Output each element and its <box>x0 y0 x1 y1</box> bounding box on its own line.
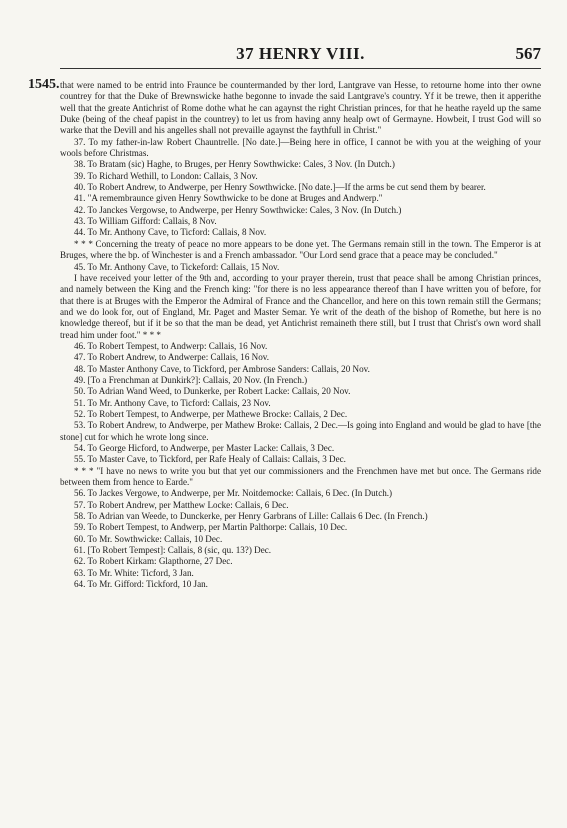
paragraph: 42. To Janckes Vergowse, to Andwerpe, per Henry Sowthwicke: Cales, 3 Nov. (In Dutch.) <box>74 204 402 215</box>
paragraph: 39. To Richard Wethill, to London: Callais, 3 Nov. <box>74 170 258 181</box>
paragraph: 50. To Adrian Wand Weed, to Dunkerke, per Robert Lacke: Callais, 20 Nov. <box>74 386 351 397</box>
paragraph: * * * Concerning the treaty of peace no more appears to be done yet. The Germans remain still in the town. The Emperor is at Bruges, where the bp. of Winchester is and a French ambassador. "Our Lord send grace that a peace may be concluded." <box>60 238 541 261</box>
paragraph: 64. To Mr. Gifford: Tickford, 10 Jan. <box>74 579 208 590</box>
paragraph: that were named to be entrid into Fraunce be countermanded by ther lord, Lantgrave van Hesse, to retourne home into ther owne countrey for that the Duke of Brewnswicke hathe begonne to invade the said Lantgrave's country. Yf it be trewe, then it apperithe well that the greate Antichrist of Rome dothe what he can agaynst the right Christian princes, for that he heathe rayeld up the same Duke (being of the cheaf papist in the countrey) to let us from having anny healp owt of Germayne. Howbeit, I trust God will so warke that the Devill and his angelles shall not prevaille agaynst the faythfull in Christ." <box>60 80 541 136</box>
paragraph: * * * "I have no news to write you but that yet our commissioners and the Frenchmen have met but once. The Germans ride between them from hence to Earde." <box>60 465 541 488</box>
page-number: 567 <box>515 44 541 63</box>
paragraph: 48. To Master Anthony Cave, to Tickford, per Ambrose Sanders: Callais, 20 Nov. <box>74 363 370 374</box>
margin-year: 1545. <box>28 77 60 92</box>
paragraph: 47. To Robert Andrew, to Andwerpe: Callais, 16 Nov. <box>74 352 270 363</box>
paragraph: 51. To Mr. Anthony Cave, to Ticford: Callais, 23 Nov. <box>74 397 271 408</box>
body-text <box>60 80 541 590</box>
paragraph: 61. [To Robert Tempest]: Callais, 8 (sic, qu. 13?) Dec. <box>74 545 272 556</box>
paragraph: 53. To Robert Andrew, to Andwerpe, per Mathew Broke: Callais, 2 Dec.—Is going into England and would be glad to have [the stone] cut for which he wrote long since. <box>60 420 541 442</box>
paragraph: 52. To Robert Tempest, to Andwerpe, per Mathewe Brocke: Callais, 2 Dec. <box>74 408 348 419</box>
paragraph: 63. To Mr. White: Ticford, 3 Jan. <box>74 567 194 578</box>
paragraph: 44. To Mr. Anthony Cave, to Ticford: Callais, 8 Nov. <box>74 227 267 238</box>
paragraph: 37. To my father-in-law Robert Chauntrelle. [No date.]—Being here in office, I cannot be with you at the weighing of your wools before Christmas. <box>60 136 541 159</box>
paragraph: I have received your letter of the 9th and, according to your prayer therein, trust that peace shall be among Christian princes, and namely between the King and the French king: "for there is no less appearance thereof than I have written you of before, for that there is at Bruges with the Emperor the Admiral of France and the Chancellor, and here on this town remain still the Germans; and we do look for, out of England, Mr. Paget and Master Semar. Ye writ of the death of the bishop of Romethe, but here is no knowledge thereof, but if it be so that the man be dead, yet Antichrist remaineth there still, but I trust that Christ's own word shall tread him under foot." * * * <box>60 272 541 340</box>
paragraph: 43. To William Gifford: Callais, 8 Nov. <box>74 216 217 227</box>
paragraph: 58. To Adrian van Weede, to Dunckerke, per Henry Garbrans of Lille: Callais 6 Dec. (In French.) <box>74 511 428 522</box>
paragraph: 54. To George Hicford, to Andwerpe, per Master Lacke: Callais, 3 Dec. <box>74 443 335 453</box>
paragraph: 60. To Mr. Sowthwicke: Callais, 10 Dec. <box>74 533 223 544</box>
paragraph: 55. To Master Cave, to Tickford, per Rafe Healy of Callais: Callais, 3 Dec. <box>74 454 346 465</box>
paragraph: 57. To Robert Andrew, per Matthew Locke: Callais, 6 Dec. <box>74 499 289 510</box>
paragraph: 59. To Robert Tempest, to Andwerp, per Martin Palthorpe: Callais, 10 Dec. <box>74 522 348 533</box>
page-header <box>60 44 541 66</box>
page-title: 37 HENRY VIII. <box>236 44 365 63</box>
paragraph: 49. [To a Frenchman at Dunkirk?]: Callais, 20 Nov. (In French.) <box>74 374 308 385</box>
paragraph: 38. To Bratam (sic) Haghe, to Bruges, per Henry Sowthwicke: Cales, 3 Nov. (In Dutch.) <box>74 159 395 170</box>
paragraph: 40. To Robert Andrew, to Andwerpe, per Henry Sowthwicke. [No date.]—If the arms be cut send them by bearer. <box>74 182 486 193</box>
paragraph: 45. To Mr. Anthony Cave, to Tickeford: Callais, 15 Nov. <box>74 261 280 272</box>
header-rule <box>60 68 541 69</box>
paragraph: 56. To Jackes Vergowe, to Andwerpe, per Mr. Noitdemocke: Callais, 6 Dec. (In Dutch.) <box>74 488 393 499</box>
paragraph: 46. To Robert Tempest, to Andwerp: Callais, 16 Nov. <box>74 340 268 351</box>
paragraph: 62. To Robert Kirkam: Glapthorne, 27 Dec. <box>74 556 233 567</box>
paragraph: 41. "A remembraunce given Henry Sowthwicke to be done at Bruges and Andwerp." <box>74 193 383 204</box>
